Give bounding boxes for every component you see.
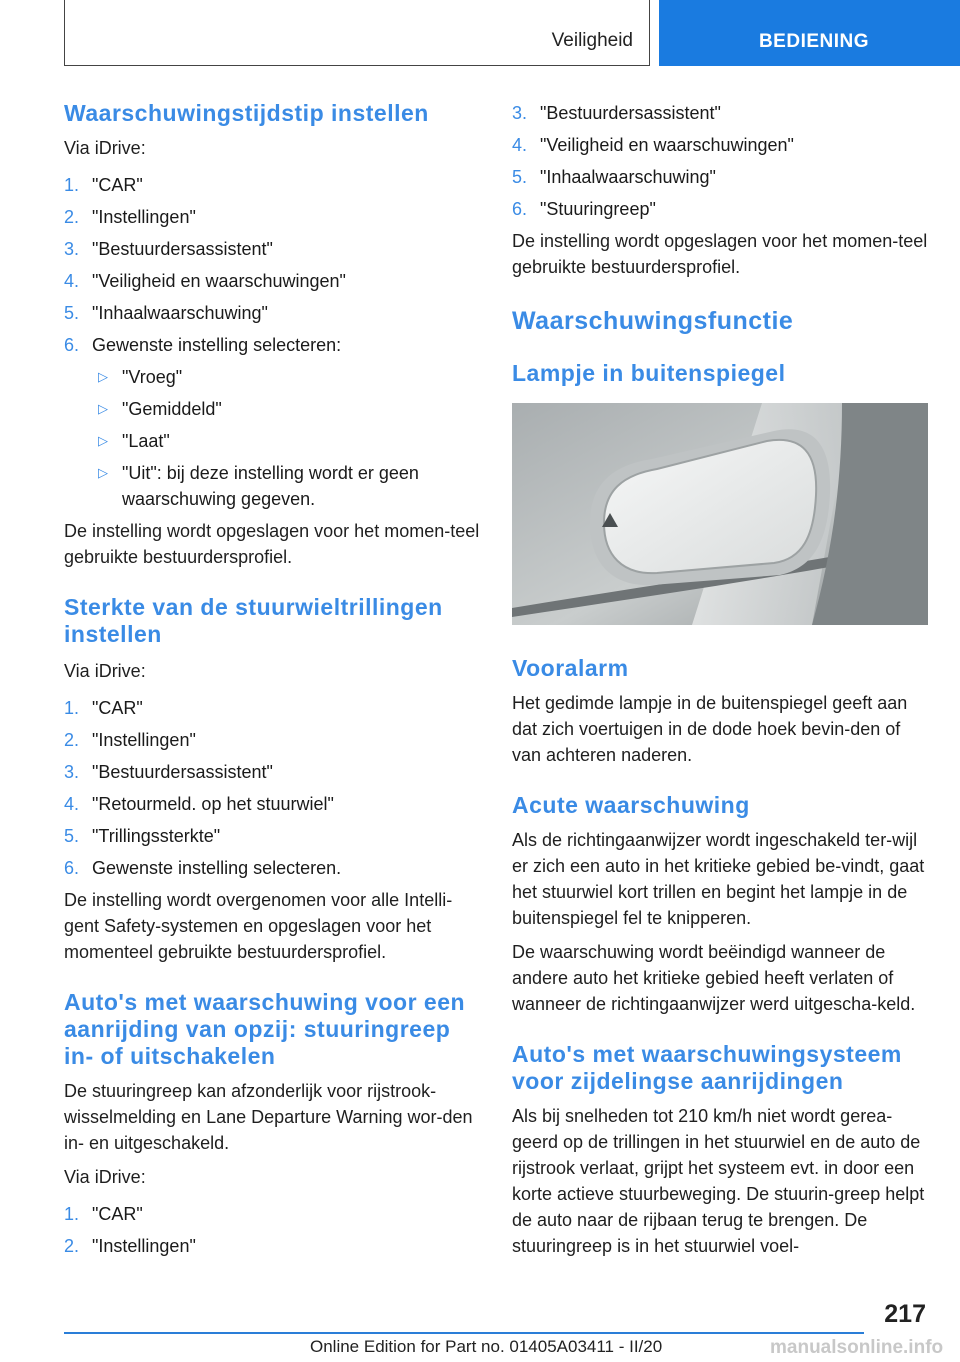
triangle-bullet-icon: ▷ — [98, 433, 108, 448]
footer-divider — [64, 1332, 864, 1334]
steering-intervention-text: De stuuringreep kan afzonderlijk voor rijstrook-wisselmelding en Lane Departure Warning wor-den in- en uitgeschakeld. — [64, 1081, 473, 1153]
steps-list-3 — [64, 1201, 480, 1259]
heading-side-collision: Auto's met waarschuwingsysteem voor zijdelingse aanrijdingen — [512, 1041, 902, 1094]
heading-steering-intervention: Auto's met waarschuwing voor een aanrijding van opzij: stuuringreep in- of uitschakelen — [64, 989, 466, 1069]
step-item: 3. "Bestuurdersassistent" — [512, 103, 721, 123]
step-item: 6. Gewenste instelling selecteren. — [64, 858, 342, 878]
pre-warning-text: Het gedimde lampje in de buitenspiegel geeft aan dat zich voertuigen in de dode hoek bevin-den of van achteren naderen. — [512, 693, 908, 765]
step-item: 3. "Bestuurdersassistent" — [64, 239, 273, 259]
step-item: 4. "Veiligheid en waarschuwingen" — [64, 271, 346, 291]
sub-option: ▷ "Vroeg" — [92, 364, 480, 390]
step-item: 6. Gewenste instelling selecteren: ▷ "Vroeg" ▷ "Gemiddeld" ▷ "Laat" ▷ "Uit": bij deze instelling wordt er geen waarschuwing gegeven. — [64, 332, 480, 512]
acute-warning-text-2: De waarschuwing wordt beëindigd wanneer de andere auto het kritieke gebied heeft verlaten of wanneer de richtingaanwijzer werd uitgescha-keld. — [512, 942, 916, 1014]
sub-option: ▷ "Uit": bij deze instelling wordt er geen waarschuwing gegeven. — [92, 460, 480, 512]
chapter-label: BEDIENING — [758, 31, 870, 52]
steps-list-1 — [64, 172, 480, 512]
step-item: 4. "Veiligheid en waarschuwingen" — [512, 135, 794, 155]
heading-warning-time: Waarschuwingstijdstip instellen — [64, 100, 429, 126]
left-column — [64, 100, 480, 1265]
step-item: 1. "CAR" — [64, 175, 143, 195]
heading-pre-warning: Vooralarm — [512, 655, 629, 681]
page-number: 217 — [884, 1300, 926, 1328]
acute-warning-text-1: Als de richtingaanwijzer wordt ingeschakeld ter-wijl er zich een auto in het kritieke gebied be-vindt, gaat het stuurwiel kort trillen en begint het lampje in de buitenspiegel fel te knipperen. — [512, 830, 925, 928]
note-1: De instelling wordt opgeslagen voor het momen-teel gebruikte bestuurdersprofiel. — [64, 521, 480, 567]
steps-list-4 — [512, 100, 928, 222]
step-item: 2. "Instellingen" — [64, 207, 196, 227]
side-collision-text: Als bij snelheden tot 210 km/h niet wordt gerea-geerd op de trillingen in het stuurwiel en de auto de rijstrook verlaat, grijpt het systeem evt. in door een korte actieve stuurbeweging. De stuurin-greep helpt de auto naar de rijbaan terug te brengen. De stuuringreep is in het stuurwiel voel- — [512, 1106, 925, 1256]
chapter-tab[interactable] — [659, 0, 960, 66]
step-item: 2. "Instellingen" — [64, 730, 196, 750]
heading-warning-function: Waarschuwingsfunctie — [512, 307, 794, 335]
step-item: 3. "Bestuurdersassistent" — [64, 762, 273, 782]
step-item: 1. "CAR" — [64, 1204, 143, 1224]
via-idrive-2: Via iDrive: — [64, 661, 146, 681]
heading-acute-warning: Acute waarschuwing — [512, 792, 750, 818]
heading-mirror-lamp: Lampje in buitenspiegel — [512, 360, 786, 386]
step-item: 2. "Instellingen" — [64, 1236, 196, 1256]
triangle-bullet-icon: ▷ — [98, 401, 108, 416]
sub-option: ▷ "Gemiddeld" — [92, 396, 480, 422]
note-3: De instelling wordt opgeslagen voor het momen-teel gebruikte bestuurdersprofiel. — [512, 231, 928, 277]
section-label: Veiligheid — [551, 30, 633, 51]
steps-list-2 — [64, 695, 480, 881]
heading-vibration-strength: Sterkte van de stuurwieltrillingen instellen — [64, 594, 443, 647]
via-idrive-3: Via iDrive: — [64, 1167, 146, 1187]
sub-option: ▷ "Laat" — [92, 428, 480, 454]
right-column — [512, 100, 928, 1259]
step-item: 5. "Inhaalwaarschuwing" — [512, 167, 716, 187]
step-item: 4. "Retourmeld. op het stuurwiel" — [64, 794, 334, 814]
step-item: 5. "Inhaalwaarschuwing" — [64, 303, 268, 323]
side-mirror-illustration — [512, 403, 928, 625]
edition-text: Online Edition for Part no. 01405A03411 - II/20 — [310, 1337, 663, 1356]
note-2: De instelling wordt overgenomen voor alle Intelli-gent Safety-systemen en opgeslagen voor het momenteel gebruikte bestuurdersprofiel. — [64, 890, 453, 962]
triangle-bullet-icon: ▷ — [98, 369, 108, 384]
step-item: 1. "CAR" — [64, 698, 143, 718]
watermark: manualsonline.info — [770, 1337, 944, 1358]
sub-options-list — [92, 364, 480, 512]
triangle-bullet-icon: ▷ — [98, 465, 108, 480]
step-item: 6. "Stuuringreep" — [512, 199, 656, 219]
step-item: 5. "Trillingssterkte" — [64, 826, 221, 846]
header-section-box — [64, 0, 650, 66]
via-idrive-1: Via iDrive: — [64, 138, 146, 158]
